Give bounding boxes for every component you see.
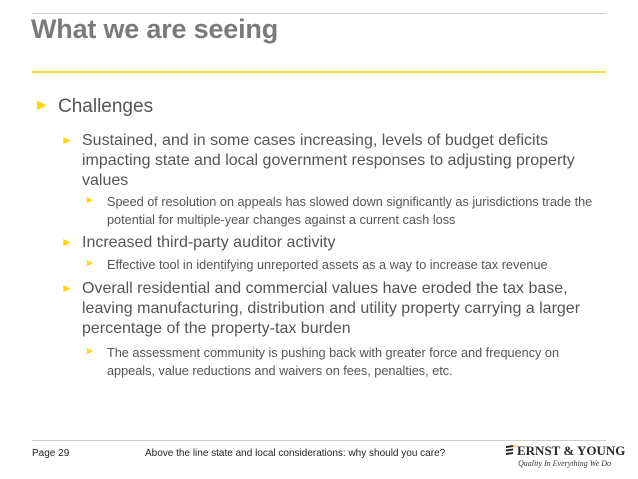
triangle-right-icon: ►: [61, 281, 73, 295]
bullet-text: Speed of resolution on appeals has slowed down significantly as jurisdictions trade the potential for multiple-year changes against a current cash loss: [107, 195, 593, 227]
bullet-text: Overall residential and commercial values have eroded the tax base, leaving manufacturing, distribution and utility property carrying a larger percentage of the property-tax burden: [82, 280, 581, 337]
logo-tagline: Quality In Everything We Do: [518, 459, 612, 468]
bullet-text: Increased third-party auditor activity: [82, 234, 336, 251]
bullet-text: Effective tool in identifying unreported assets as a way to increase tax revenue: [107, 258, 548, 272]
footer-rule: [32, 440, 606, 441]
triangle-right-icon: ►: [85, 195, 95, 206]
footer-caption: Above the line state and local considerations: why should you care?: [145, 448, 446, 459]
triangle-right-icon: ►: [61, 235, 73, 249]
page-number: Page 29: [32, 448, 70, 459]
logo-name: ERNST & YOUNG: [517, 443, 626, 458]
triangle-right-icon: ►: [85, 258, 95, 269]
bullet-text: Sustained, and in some cases increasing, levels of budget deficits impacting state and local government responses to adjusting property values: [82, 132, 575, 189]
triangle-right-icon: ►: [85, 346, 95, 357]
triangle-right-icon: ►: [34, 97, 50, 114]
title-underline: [32, 71, 606, 73]
slide-title: What we are seeing: [31, 14, 278, 44]
ernst-young-logo: [506, 443, 626, 473]
logo-mark-icon: [506, 445, 516, 456]
logo-wordmark: [506, 443, 625, 459]
bullet-text: The assessment community is pushing back with greater force and frequency on appeals, value reductions and waivers on fees, penalties, etc.: [107, 346, 560, 378]
bullet-text: Challenges: [58, 96, 154, 117]
triangle-right-icon: ►: [61, 133, 73, 147]
